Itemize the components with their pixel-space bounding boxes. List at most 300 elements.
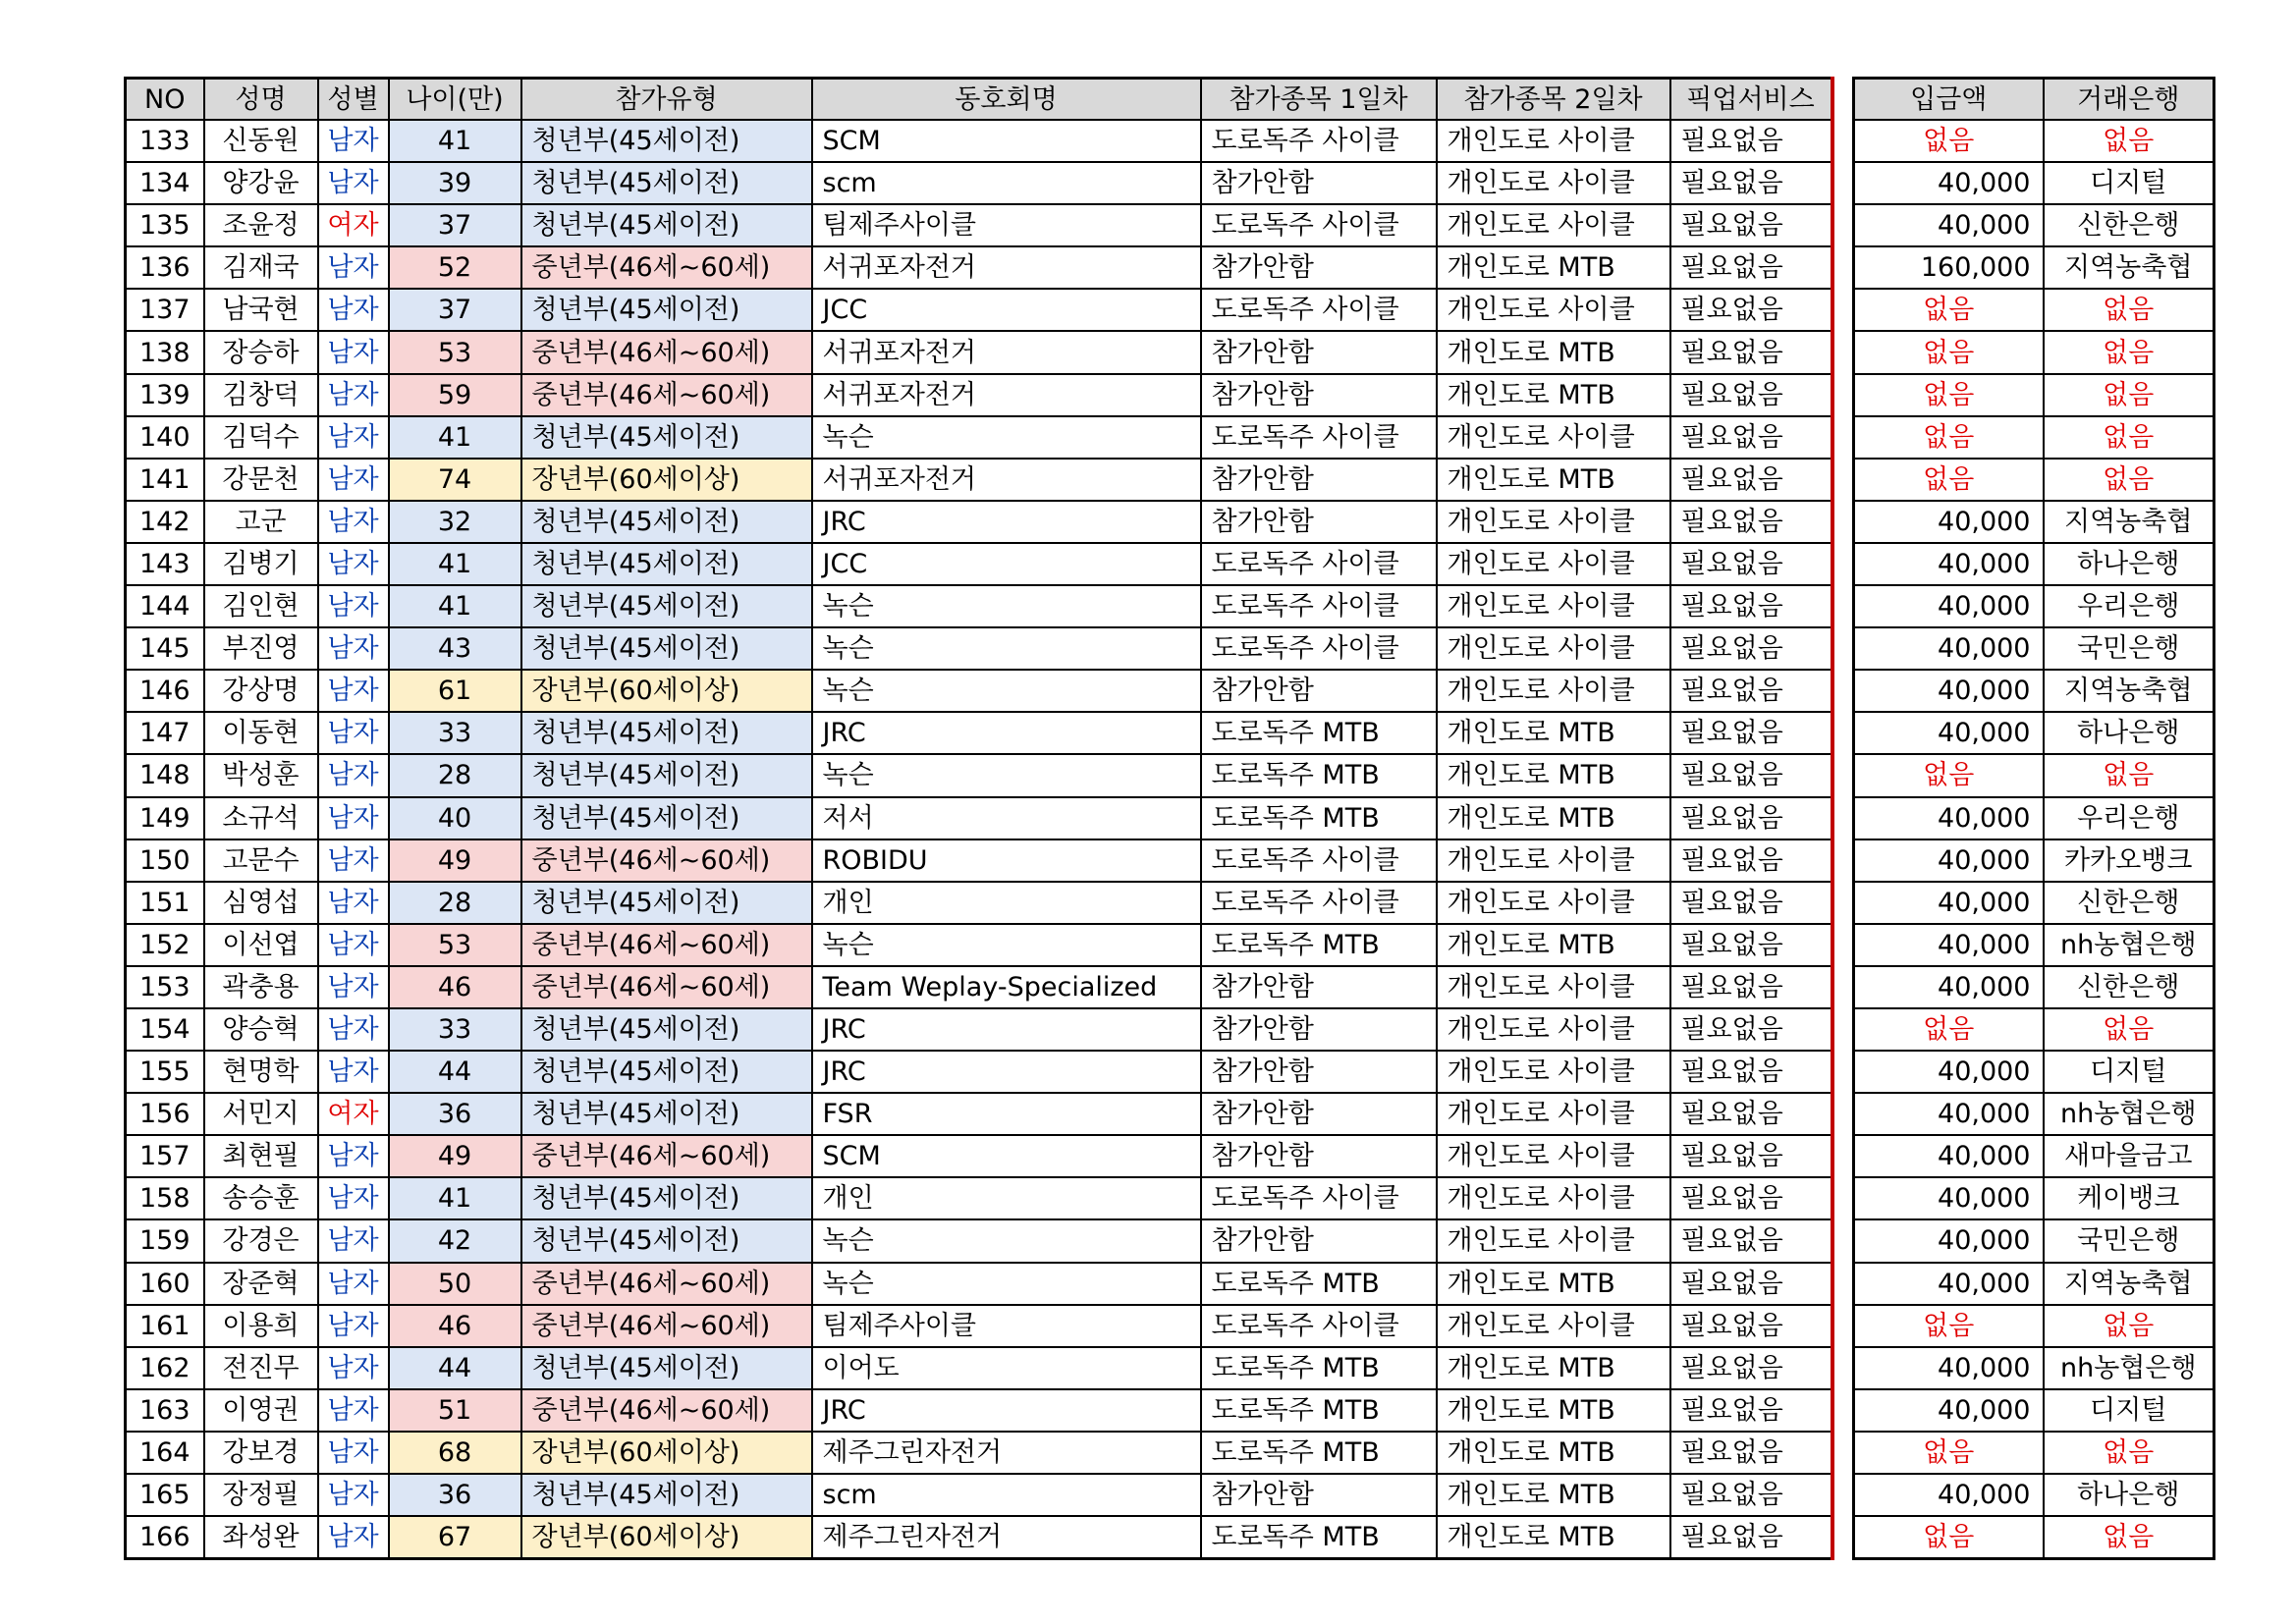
- header-gender: 성별: [318, 79, 389, 121]
- table-row: [126, 839, 1832, 882]
- payment-row: [1854, 797, 2214, 839]
- cell-gender: 남자: [318, 120, 389, 162]
- cell-day2: 개인도로 사이클: [1437, 1093, 1670, 1135]
- cell-pickup: 필요없음: [1670, 1263, 1832, 1305]
- cell-day2: 개인도로 MTB: [1437, 331, 1670, 373]
- cell-gender: 여자: [318, 204, 389, 246]
- cell-day1: 도로독주 MTB: [1201, 1516, 1437, 1559]
- cell-gender: 남자: [318, 797, 389, 839]
- cell-pickup: 필요없음: [1670, 1093, 1832, 1135]
- cell-deposit: 40,000: [1854, 924, 2044, 966]
- cell-pickup: 필요없음: [1670, 162, 1832, 204]
- cell-name: 최현필: [204, 1135, 318, 1177]
- cell-pickup: 필요없음: [1670, 670, 1832, 712]
- cell-gender: 남자: [318, 1135, 389, 1177]
- cell-no: 136: [126, 246, 204, 289]
- cell-type: 청년부(45세이전): [521, 882, 812, 924]
- cell-bank: 없음: [2044, 374, 2214, 416]
- cell-deposit: 없음: [1854, 416, 2044, 459]
- payment-row: [1854, 1263, 2214, 1305]
- table-row: [126, 882, 1832, 924]
- header-bank: 거래은행: [2044, 79, 2214, 121]
- cell-type: 청년부(45세이전): [521, 162, 812, 204]
- payment-row: [1854, 162, 2214, 204]
- cell-no: 154: [126, 1008, 204, 1051]
- cell-type: 청년부(45세이전): [521, 416, 812, 459]
- table-row: [126, 246, 1832, 289]
- cell-day2: 개인도로 MTB: [1437, 754, 1670, 796]
- cell-name: 이용희: [204, 1305, 318, 1347]
- cell-club: 개인: [812, 882, 1201, 924]
- payment-row: [1854, 1093, 2214, 1135]
- cell-day2: 개인도로 MTB: [1437, 1474, 1670, 1516]
- cell-type: 중년부(46세~60세): [521, 924, 812, 966]
- cell-bank: 우리은행: [2044, 585, 2214, 627]
- header-age: 나이(만): [389, 79, 521, 121]
- cell-gender: 남자: [318, 627, 389, 670]
- cell-bank: 케이뱅크: [2044, 1177, 2214, 1219]
- cell-age: 50: [389, 1263, 521, 1305]
- cell-no: 147: [126, 712, 204, 754]
- cell-day1: 참가안함: [1201, 670, 1437, 712]
- cell-no: 141: [126, 459, 204, 501]
- cell-age: 37: [389, 204, 521, 246]
- cell-day1: 참가안함: [1201, 1474, 1437, 1516]
- cell-age: 44: [389, 1347, 521, 1389]
- table-row: [126, 797, 1832, 839]
- cell-club: JRC: [812, 1008, 1201, 1051]
- cell-day2: 개인도로 MTB: [1437, 1389, 1670, 1432]
- header-name: 성명: [204, 79, 318, 121]
- cell-pickup: 필요없음: [1670, 374, 1832, 416]
- cell-pickup: 필요없음: [1670, 839, 1832, 882]
- cell-name: 장승하: [204, 331, 318, 373]
- cell-day1: 참가안함: [1201, 1093, 1437, 1135]
- table-row: [126, 1474, 1832, 1516]
- cell-day1: 도로독주 사이클: [1201, 585, 1437, 627]
- cell-bank: 신한은행: [2044, 966, 2214, 1008]
- table-row: [126, 501, 1832, 543]
- cell-age: 33: [389, 1008, 521, 1051]
- cell-gender: 남자: [318, 501, 389, 543]
- cell-name: 강문천: [204, 459, 318, 501]
- cell-club: 녹슨: [812, 1219, 1201, 1262]
- cell-pickup: 필요없음: [1670, 712, 1832, 754]
- cell-deposit: 40,000: [1854, 204, 2044, 246]
- cell-deposit: 40,000: [1854, 501, 2044, 543]
- cell-no: 133: [126, 120, 204, 162]
- table-row: [126, 1177, 1832, 1219]
- payment-row: [1854, 1135, 2214, 1177]
- cell-deposit: 40,000: [1854, 1177, 2044, 1219]
- cell-type: 장년부(60세이상): [521, 1432, 812, 1474]
- cell-gender: 남자: [318, 1263, 389, 1305]
- cell-day1: 도로독주 사이클: [1201, 289, 1437, 331]
- cell-day1: 참가안함: [1201, 1051, 1437, 1093]
- cell-type: 청년부(45세이전): [521, 627, 812, 670]
- cell-type: 청년부(45세이전): [521, 289, 812, 331]
- cell-name: 강경은: [204, 1219, 318, 1262]
- cell-day2: 개인도로 사이클: [1437, 162, 1670, 204]
- cell-type: 청년부(45세이전): [521, 1051, 812, 1093]
- cell-age: 36: [389, 1093, 521, 1135]
- cell-day1: 도로독주 MTB: [1201, 1347, 1437, 1389]
- cell-no: 148: [126, 754, 204, 796]
- cell-bank: 지역농축협: [2044, 501, 2214, 543]
- cell-deposit: 없음: [1854, 1305, 2044, 1347]
- cell-day1: 참가안함: [1201, 966, 1437, 1008]
- cell-deposit: 40,000: [1854, 543, 2044, 585]
- cell-day1: 도로독주 MTB: [1201, 1389, 1437, 1432]
- payment-row: [1854, 1008, 2214, 1051]
- cell-no: 160: [126, 1263, 204, 1305]
- payment-row: [1854, 585, 2214, 627]
- cell-name: 박성훈: [204, 754, 318, 796]
- cell-name: 소규석: [204, 797, 318, 839]
- cell-club: JRC: [812, 1051, 1201, 1093]
- cell-day2: 개인도로 사이클: [1437, 1135, 1670, 1177]
- cell-club: Team Weplay-Specialized: [812, 966, 1201, 1008]
- cell-day1: 참가안함: [1201, 331, 1437, 373]
- payment-row: [1854, 374, 2214, 416]
- table-row: [126, 416, 1832, 459]
- cell-no: 166: [126, 1516, 204, 1559]
- cell-no: 149: [126, 797, 204, 839]
- cell-bank: 카카오뱅크: [2044, 839, 2214, 882]
- cell-pickup: 필요없음: [1670, 1347, 1832, 1389]
- header-no: NO: [126, 79, 204, 121]
- cell-bank: 없음: [2044, 1008, 2214, 1051]
- cell-day2: 개인도로 MTB: [1437, 712, 1670, 754]
- cell-bank: 하나은행: [2044, 1474, 2214, 1516]
- cell-club: 저서: [812, 797, 1201, 839]
- cell-day2: 개인도로 사이클: [1437, 1177, 1670, 1219]
- cell-bank: 새마을금고: [2044, 1135, 2214, 1177]
- cell-type: 청년부(45세이전): [521, 501, 812, 543]
- cell-bank: 없음: [2044, 289, 2214, 331]
- cell-day2: 개인도로 사이클: [1437, 1305, 1670, 1347]
- cell-no: 156: [126, 1093, 204, 1135]
- cell-club: 서귀포자전거: [812, 331, 1201, 373]
- cell-type: 중년부(46세~60세): [521, 839, 812, 882]
- cell-day2: 개인도로 사이클: [1437, 839, 1670, 882]
- cell-name: 전진무: [204, 1347, 318, 1389]
- header-type: 참가유형: [521, 79, 812, 121]
- cell-type: 중년부(46세~60세): [521, 966, 812, 1008]
- cell-club: 제주그린자전거: [812, 1432, 1201, 1474]
- cell-day2: 개인도로 MTB: [1437, 374, 1670, 416]
- cell-deposit: 40,000: [1854, 670, 2044, 712]
- cell-deposit: 40,000: [1854, 585, 2044, 627]
- cell-type: 중년부(46세~60세): [521, 374, 812, 416]
- cell-bank: 없음: [2044, 416, 2214, 459]
- cell-age: 52: [389, 246, 521, 289]
- cell-type: 청년부(45세이전): [521, 754, 812, 796]
- cell-name: 남국현: [204, 289, 318, 331]
- cell-no: 138: [126, 331, 204, 373]
- cell-no: 157: [126, 1135, 204, 1177]
- cell-bank: 우리은행: [2044, 797, 2214, 839]
- cell-type: 청년부(45세이전): [521, 1177, 812, 1219]
- table-row: [126, 966, 1832, 1008]
- cell-bank: 지역농축협: [2044, 1263, 2214, 1305]
- cell-day1: 참가안함: [1201, 162, 1437, 204]
- table-row: [126, 204, 1832, 246]
- cell-type: 청년부(45세이전): [521, 797, 812, 839]
- cell-age: 41: [389, 1177, 521, 1219]
- cell-pickup: 필요없음: [1670, 289, 1832, 331]
- cell-bank: 없음: [2044, 1516, 2214, 1559]
- payment-row: [1854, 754, 2214, 796]
- cell-club: 팀제주사이클: [812, 204, 1201, 246]
- header-pickup: 픽업서비스: [1670, 79, 1832, 121]
- cell-day1: 도로독주 MTB: [1201, 1263, 1437, 1305]
- payment-row: [1854, 670, 2214, 712]
- cell-gender: 남자: [318, 585, 389, 627]
- cell-gender: 남자: [318, 966, 389, 1008]
- cell-type: 장년부(60세이상): [521, 459, 812, 501]
- cell-club: ROBIDU: [812, 839, 1201, 882]
- cell-deposit: 없음: [1854, 459, 2044, 501]
- table-row: [126, 670, 1832, 712]
- cell-club: 서귀포자전거: [812, 246, 1201, 289]
- table-row: [126, 1389, 1832, 1432]
- table-row: [126, 1432, 1832, 1474]
- payment-row: [1854, 501, 2214, 543]
- cell-day1: 참가안함: [1201, 1008, 1437, 1051]
- cell-day1: 도로독주 MTB: [1201, 1432, 1437, 1474]
- cell-day2: 개인도로 MTB: [1437, 1347, 1670, 1389]
- cell-no: 134: [126, 162, 204, 204]
- cell-type: 장년부(60세이상): [521, 1516, 812, 1559]
- cell-type: 장년부(60세이상): [521, 670, 812, 712]
- cell-age: 46: [389, 966, 521, 1008]
- cell-pickup: 필요없음: [1670, 120, 1832, 162]
- payment-row: [1854, 459, 2214, 501]
- cell-deposit: 40,000: [1854, 1347, 2044, 1389]
- cell-type: 청년부(45세이전): [521, 120, 812, 162]
- cell-no: 158: [126, 1177, 204, 1219]
- payment-row: [1854, 246, 2214, 289]
- header-deposit: 입금액: [1854, 79, 2044, 121]
- cell-deposit: 없음: [1854, 120, 2044, 162]
- cell-no: 165: [126, 1474, 204, 1516]
- cell-gender: 남자: [318, 882, 389, 924]
- cell-pickup: 필요없음: [1670, 882, 1832, 924]
- cell-bank: 없음: [2044, 1432, 2214, 1474]
- table-row: [126, 289, 1832, 331]
- cell-bank: 없음: [2044, 459, 2214, 501]
- table-row: [126, 627, 1832, 670]
- cell-name: 강상명: [204, 670, 318, 712]
- cell-name: 김인현: [204, 585, 318, 627]
- cell-no: 139: [126, 374, 204, 416]
- cell-bank: 없음: [2044, 754, 2214, 796]
- cell-bank: 국민은행: [2044, 1219, 2214, 1262]
- cell-deposit: 40,000: [1854, 1263, 2044, 1305]
- cell-bank: nh농협은행: [2044, 924, 2214, 966]
- cell-day2: 개인도로 사이클: [1437, 670, 1670, 712]
- cell-deposit: 40,000: [1854, 1474, 2044, 1516]
- cell-gender: 남자: [318, 1219, 389, 1262]
- cell-type: 중년부(46세~60세): [521, 331, 812, 373]
- cell-no: 162: [126, 1347, 204, 1389]
- cell-deposit: 없음: [1854, 1516, 2044, 1559]
- payment-row: [1854, 712, 2214, 754]
- cell-type: 청년부(45세이전): [521, 712, 812, 754]
- table-row: [126, 1093, 1832, 1135]
- cell-day2: 개인도로 MTB: [1437, 246, 1670, 289]
- header-day2: 참가종목 2일차: [1437, 79, 1670, 121]
- cell-pickup: 필요없음: [1670, 797, 1832, 839]
- cell-deposit: 40,000: [1854, 1389, 2044, 1432]
- cell-age: 28: [389, 882, 521, 924]
- table-row: [126, 1516, 1832, 1559]
- cell-type: 중년부(46세~60세): [521, 1135, 812, 1177]
- cell-bank: 디지털: [2044, 1389, 2214, 1432]
- cell-age: 40: [389, 797, 521, 839]
- cell-bank: 없음: [2044, 120, 2214, 162]
- cell-type: 중년부(46세~60세): [521, 1305, 812, 1347]
- cell-bank: 하나은행: [2044, 543, 2214, 585]
- cell-age: 49: [389, 839, 521, 882]
- cell-pickup: 필요없음: [1670, 1219, 1832, 1262]
- table-row: [126, 162, 1832, 204]
- cell-no: 135: [126, 204, 204, 246]
- cell-no: 153: [126, 966, 204, 1008]
- cell-day2: 개인도로 MTB: [1437, 1263, 1670, 1305]
- cell-no: 143: [126, 543, 204, 585]
- cell-day2: 개인도로 사이클: [1437, 416, 1670, 459]
- cell-deposit: 40,000: [1854, 1135, 2044, 1177]
- cell-club: 녹슨: [812, 585, 1201, 627]
- cell-name: 김재국: [204, 246, 318, 289]
- table-row: [126, 1135, 1832, 1177]
- cell-age: 32: [389, 501, 521, 543]
- cell-name: 장준혁: [204, 1263, 318, 1305]
- cell-day2: 개인도로 사이클: [1437, 501, 1670, 543]
- cell-pickup: 필요없음: [1670, 1008, 1832, 1051]
- payment-row: [1854, 289, 2214, 331]
- cell-deposit: 40,000: [1854, 1093, 2044, 1135]
- cell-type: 청년부(45세이전): [521, 1219, 812, 1262]
- cell-day1: 참가안함: [1201, 459, 1437, 501]
- cell-age: 41: [389, 120, 521, 162]
- cell-day1: 도로독주 사이클: [1201, 120, 1437, 162]
- cell-day2: 개인도로 사이클: [1437, 289, 1670, 331]
- cell-pickup: 필요없음: [1670, 543, 1832, 585]
- cell-deposit: 40,000: [1854, 627, 2044, 670]
- cell-day2: 개인도로 사이클: [1437, 1219, 1670, 1262]
- cell-type: 청년부(45세이전): [521, 204, 812, 246]
- cell-pickup: 필요없음: [1670, 754, 1832, 796]
- cell-day1: 참가안함: [1201, 1219, 1437, 1262]
- cell-day2: 개인도로 사이클: [1437, 1008, 1670, 1051]
- cell-day1: 도로독주 사이클: [1201, 1177, 1437, 1219]
- cell-deposit: 40,000: [1854, 712, 2044, 754]
- cell-bank: 없음: [2044, 1305, 2214, 1347]
- cell-day2: 개인도로 사이클: [1437, 120, 1670, 162]
- cell-no: 140: [126, 416, 204, 459]
- cell-type: 중년부(46세~60세): [521, 246, 812, 289]
- table-row: [126, 924, 1832, 966]
- cell-gender: 남자: [318, 1474, 389, 1516]
- cell-no: 155: [126, 1051, 204, 1093]
- cell-bank: nh농협은행: [2044, 1347, 2214, 1389]
- cell-no: 145: [126, 627, 204, 670]
- cell-club: SCM: [812, 1135, 1201, 1177]
- cell-no: 161: [126, 1305, 204, 1347]
- cell-day2: 개인도로 MTB: [1437, 924, 1670, 966]
- cell-gender: 여자: [318, 1093, 389, 1135]
- cell-day2: 개인도로 사이클: [1437, 585, 1670, 627]
- cell-deposit: 없음: [1854, 1008, 2044, 1051]
- cell-deposit: 40,000: [1854, 839, 2044, 882]
- payment-row: [1854, 966, 2214, 1008]
- cell-name: 곽충용: [204, 966, 318, 1008]
- cell-club: 녹슨: [812, 416, 1201, 459]
- cell-name: 김창덕: [204, 374, 318, 416]
- payment-row: [1854, 204, 2214, 246]
- payment-row: [1854, 543, 2214, 585]
- cell-gender: 남자: [318, 1051, 389, 1093]
- table-row: [126, 459, 1832, 501]
- table-row: [126, 585, 1832, 627]
- cell-name: 고문수: [204, 839, 318, 882]
- cell-club: 서귀포자전거: [812, 459, 1201, 501]
- payment-table: [1852, 77, 2215, 1560]
- cell-gender: 남자: [318, 924, 389, 966]
- cell-name: 심영섭: [204, 882, 318, 924]
- cell-day2: 개인도로 MTB: [1437, 797, 1670, 839]
- cell-gender: 남자: [318, 331, 389, 373]
- cell-day2: 개인도로 MTB: [1437, 1432, 1670, 1474]
- cell-pickup: 필요없음: [1670, 459, 1832, 501]
- cell-age: 44: [389, 1051, 521, 1093]
- payment-row: [1854, 1474, 2214, 1516]
- payment-row: [1854, 416, 2214, 459]
- cell-gender: 남자: [318, 670, 389, 712]
- cell-bank: 없음: [2044, 331, 2214, 373]
- cell-deposit: 40,000: [1854, 162, 2044, 204]
- table-row: [126, 1263, 1832, 1305]
- cell-day1: 도로독주 MTB: [1201, 712, 1437, 754]
- cell-gender: 남자: [318, 289, 389, 331]
- cell-name: 좌성완: [204, 1516, 318, 1559]
- cell-deposit: 40,000: [1854, 882, 2044, 924]
- cell-name: 고군: [204, 501, 318, 543]
- cell-bank: 하나은행: [2044, 712, 2214, 754]
- cell-day2: 개인도로 사이클: [1437, 1051, 1670, 1093]
- cell-age: 67: [389, 1516, 521, 1559]
- cell-no: 163: [126, 1389, 204, 1432]
- cell-bank: 지역농축협: [2044, 670, 2214, 712]
- cell-name: 송승훈: [204, 1177, 318, 1219]
- cell-type: 청년부(45세이전): [521, 1347, 812, 1389]
- cell-age: 36: [389, 1474, 521, 1516]
- cell-gender: 남자: [318, 1389, 389, 1432]
- cell-gender: 남자: [318, 712, 389, 754]
- cell-no: 144: [126, 585, 204, 627]
- cell-day1: 참가안함: [1201, 246, 1437, 289]
- cell-name: 양강윤: [204, 162, 318, 204]
- cell-age: 41: [389, 585, 521, 627]
- cell-club: FSR: [812, 1093, 1201, 1135]
- cell-age: 28: [389, 754, 521, 796]
- table-row: [126, 1008, 1832, 1051]
- cell-day2: 개인도로 사이클: [1437, 882, 1670, 924]
- cell-gender: 남자: [318, 246, 389, 289]
